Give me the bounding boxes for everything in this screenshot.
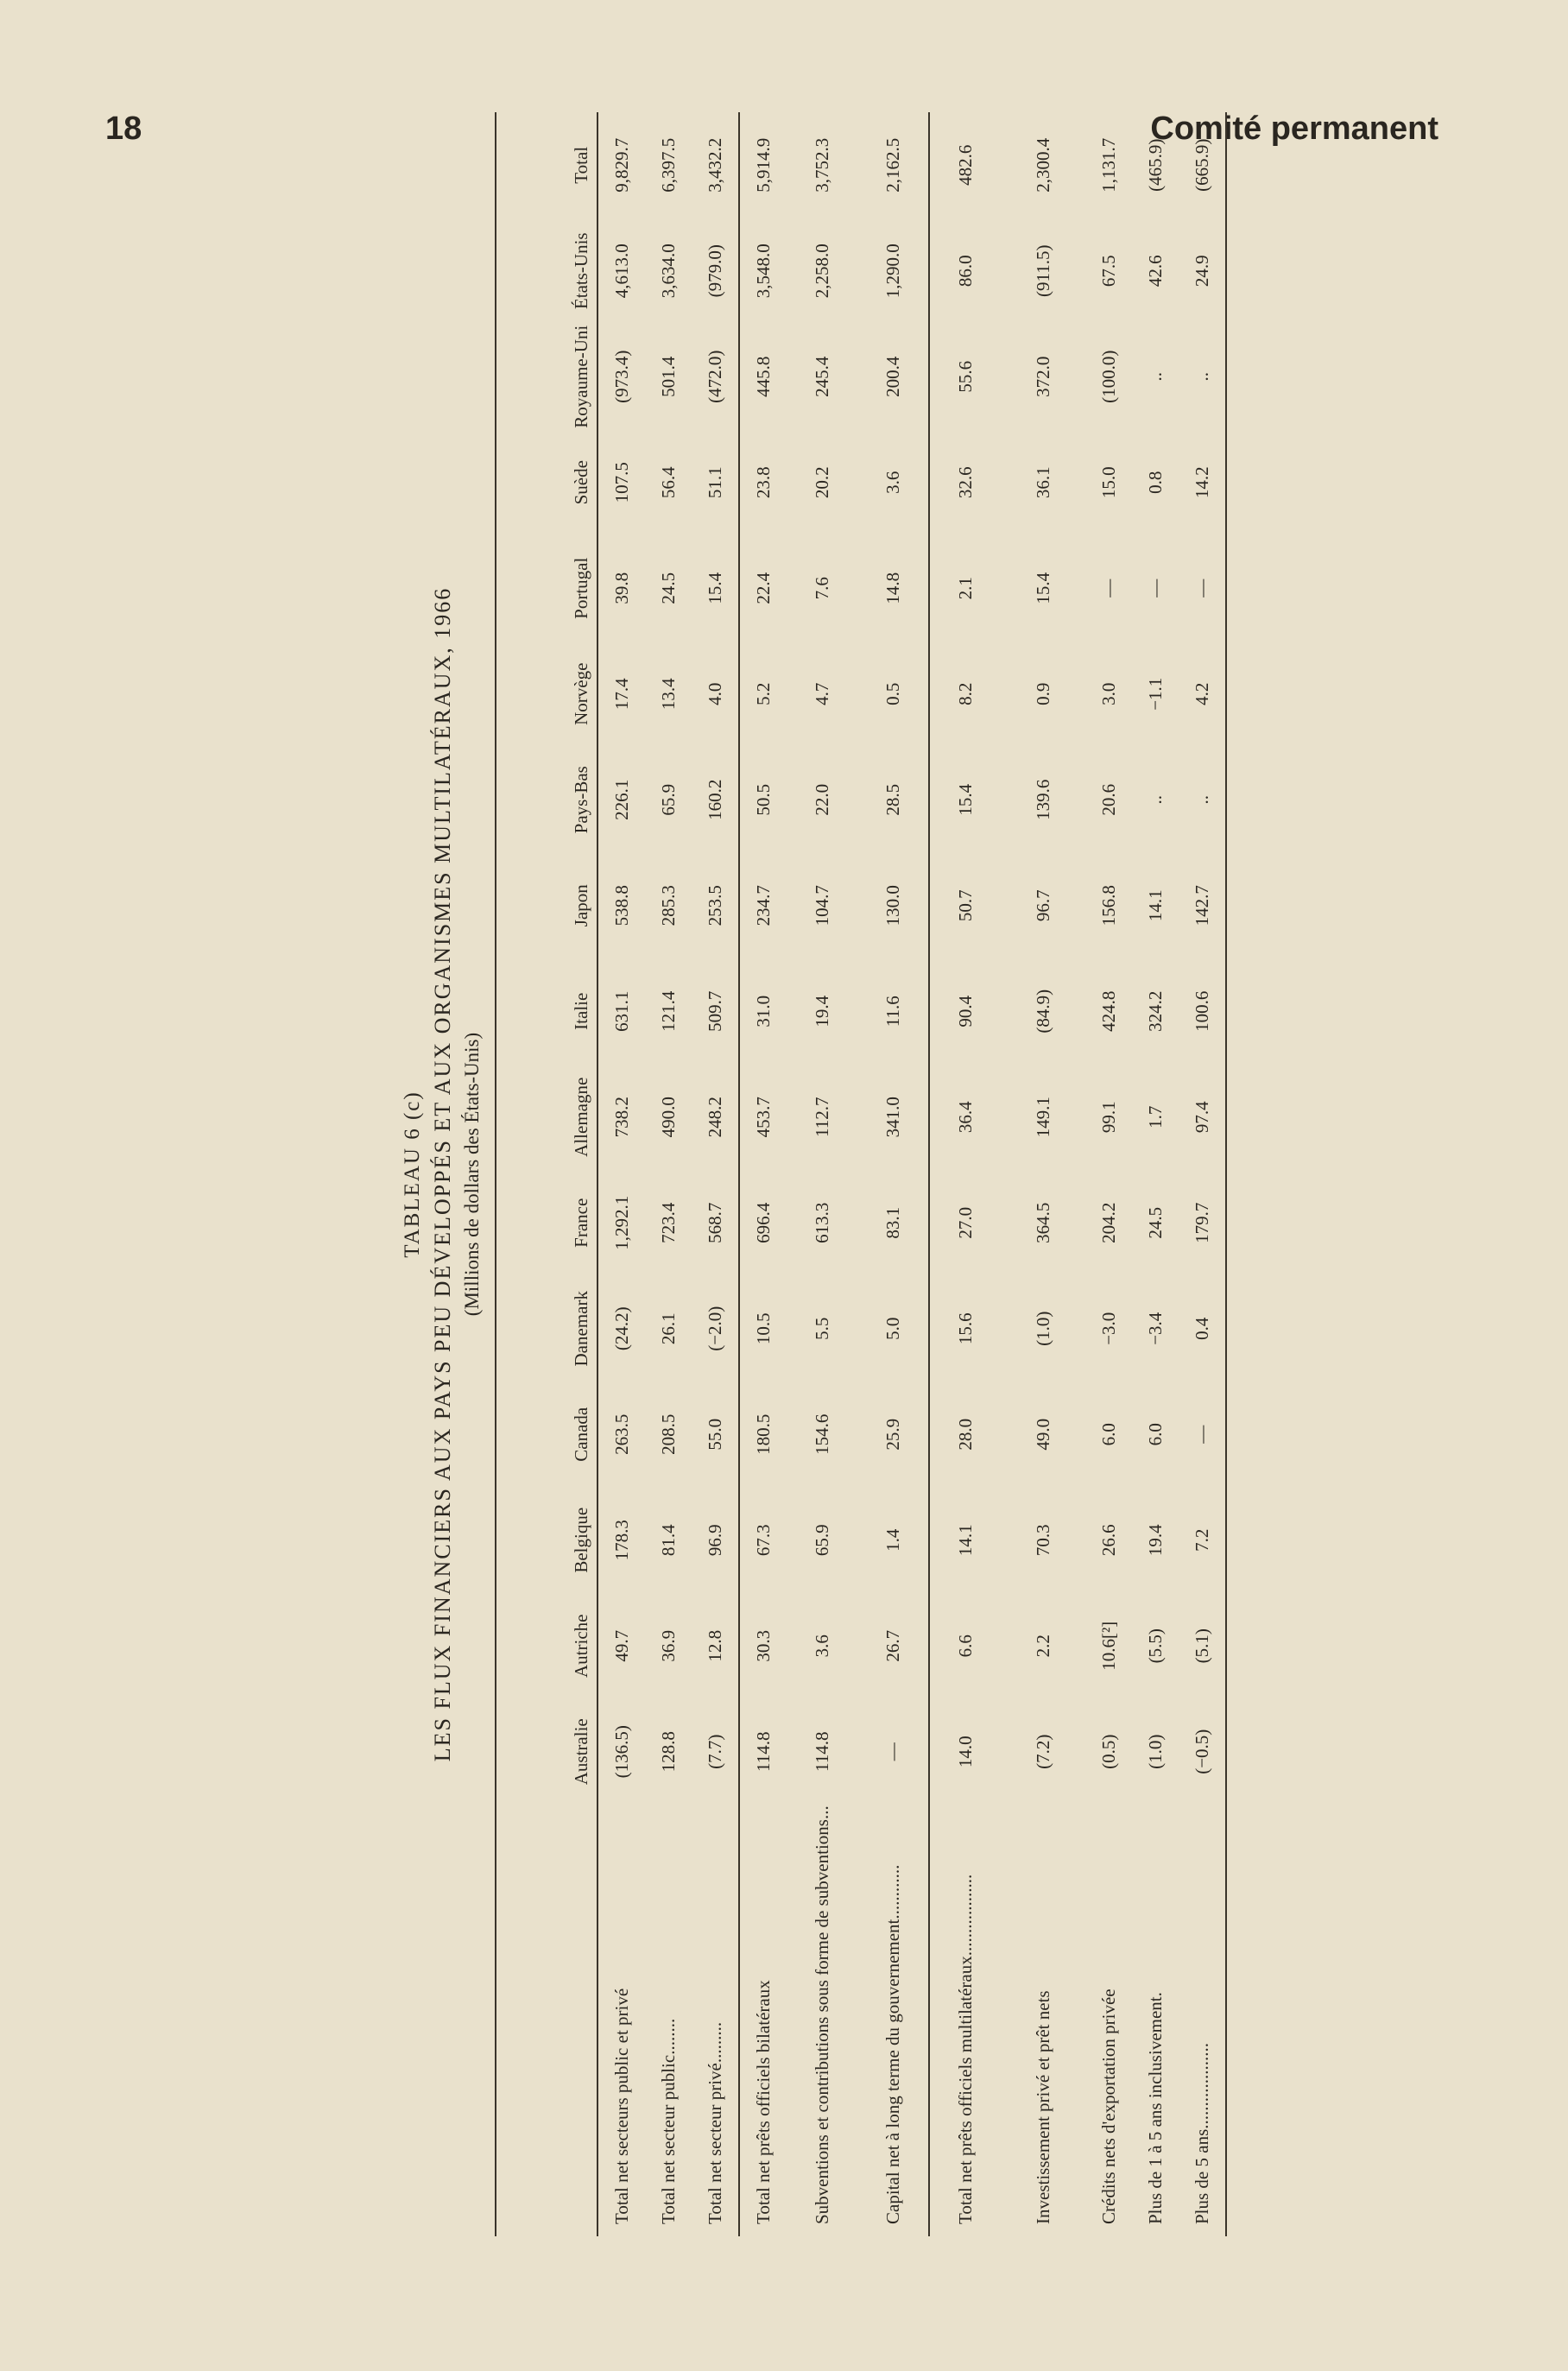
table-cell: 1,292.1 <box>610 1195 632 1250</box>
table-cell: 156.8 <box>1097 885 1119 926</box>
table-cell: 15.4 <box>1032 572 1053 604</box>
table-label: TABLEAU 6 (c) <box>401 1091 424 1258</box>
table-cell: 6,397.5 <box>657 137 679 193</box>
table-cell: 4.0 <box>704 682 725 705</box>
table-cell: 90.4 <box>954 995 976 1027</box>
table-row <box>1085 112 1132 2236</box>
row-label: Total net prêts officiels multilatéraux.................. <box>955 1874 976 2224</box>
table-cell: 245.4 <box>811 356 832 397</box>
table-cell: (7.7) <box>704 1734 725 1769</box>
table-cell: 2,162.5 <box>882 137 903 193</box>
column-header: Canada <box>496 1382 597 1488</box>
table-cell: 15.4 <box>704 572 725 604</box>
row-label: Investissement privé et prêt nets <box>1033 1990 1053 2224</box>
table-cell: 149.1 <box>1032 1097 1053 1138</box>
table-cell: 96.9 <box>704 1524 725 1557</box>
financial-flows-table <box>495 112 1227 2236</box>
table-cell: 27.0 <box>954 1206 976 1239</box>
table-cell: 7.6 <box>811 577 832 600</box>
table-cell: 32.6 <box>954 466 976 499</box>
column-header: États-Unis <box>496 218 597 325</box>
table-cell: 3.0 <box>1097 682 1119 705</box>
table-cell: 154.6 <box>811 1413 832 1455</box>
table-cell: 341.0 <box>882 1097 903 1138</box>
table-cell: 0.4 <box>1179 1276 1226 1382</box>
table-cell: 81.4 <box>657 1524 679 1557</box>
table-cell: 55.6 <box>954 360 976 393</box>
table-cell: 1.7 <box>1144 1105 1166 1129</box>
table-cell: 3,548.0 <box>752 243 774 299</box>
table-cell: 25.9 <box>882 1418 903 1451</box>
table-cell: 139.6 <box>1032 779 1053 820</box>
table-row <box>740 112 787 2236</box>
table-cell: (665.9) <box>1179 112 1226 218</box>
table-row <box>597 112 645 2236</box>
table-cell: (7.2) <box>1032 1734 1053 1769</box>
table-cell: 631.1 <box>610 990 632 1032</box>
table-cell: (472.0) <box>704 350 725 403</box>
table-cell: 142.7 <box>1179 853 1226 959</box>
table-cell: 114.8 <box>811 1731 832 1772</box>
table-cell: 6.6 <box>954 1634 976 1658</box>
table-cell: 17.4 <box>610 678 632 711</box>
table-cell: — <box>1144 579 1166 597</box>
table-cell: 568.7 <box>704 1202 725 1243</box>
table-cell: 128.8 <box>657 1731 679 1773</box>
table-cell: 324.2 <box>1144 990 1166 1032</box>
table-cell: 65.9 <box>811 1524 832 1557</box>
table-cell: 3.6 <box>882 471 903 494</box>
table-cell: 26.7 <box>882 1629 903 1662</box>
table-cell: 67.5 <box>1097 255 1119 288</box>
table-cell: (24.2) <box>610 1306 632 1351</box>
header-label-cell <box>496 1805 597 2236</box>
table-cell: 42.6 <box>1144 255 1166 288</box>
column-header: Allemagne <box>496 1065 597 1171</box>
table-cell: 0.8 <box>1144 471 1166 494</box>
table-cell: 179.7 <box>1179 1170 1226 1276</box>
table-cell: 372.0 <box>1032 356 1053 397</box>
table-cell: (1.0) <box>1144 1734 1166 1769</box>
table-cell: 36.9 <box>657 1629 679 1662</box>
table-cell: (100.0) <box>1097 350 1119 403</box>
table-cell: (−0.5) <box>1179 1699 1226 1805</box>
table-cell: 20.2 <box>811 466 832 499</box>
table-cell: 6.0 <box>1097 1423 1119 1446</box>
table-cell: 1,131.7 <box>1097 137 1119 193</box>
table-cell: 2.1 <box>954 577 976 600</box>
table-cell: (465.9) <box>1144 138 1166 192</box>
table-cell: 7.2 <box>1179 1488 1226 1594</box>
table-cell: 50.5 <box>752 783 774 816</box>
table-cell: −1.1 <box>1144 677 1166 711</box>
table-cell: 23.8 <box>752 466 774 499</box>
table-cell: 9,829.7 <box>610 137 632 193</box>
table-cell: 96.7 <box>1032 889 1053 922</box>
table-cell: 22.0 <box>811 783 832 816</box>
table-cell: 97.4 <box>1179 1065 1226 1171</box>
table-cell: 49.7 <box>610 1629 632 1662</box>
table-cell: 1,290.0 <box>882 243 903 299</box>
table-cell: 10.6[²] <box>1097 1621 1119 1671</box>
table-cell: 445.8 <box>752 356 774 397</box>
table-cell: .. <box>1179 747 1226 853</box>
table-cell: 100.6 <box>1179 958 1226 1065</box>
table-cell: 501.4 <box>657 356 679 397</box>
table-row <box>1179 112 1226 2236</box>
table-body <box>597 112 1226 2236</box>
table-caption <box>398 112 486 2236</box>
table-cell: 56.4 <box>657 466 679 499</box>
table-cell: 50.7 <box>954 889 976 922</box>
table-cell: 248.2 <box>704 1097 725 1138</box>
table-cell: 20.6 <box>1097 783 1119 816</box>
table-cell: 121.4 <box>657 990 679 1032</box>
table-cell: 5,914.9 <box>752 137 774 193</box>
table-cell: 30.3 <box>752 1629 774 1662</box>
table-cell: 3,752.3 <box>811 137 832 193</box>
table-cell: 104.7 <box>811 885 832 926</box>
table-cell: 160.2 <box>704 779 725 820</box>
table-cell: 14.1 <box>1144 889 1166 922</box>
table-cell: (911.5) <box>1032 244 1053 297</box>
column-header: Italie <box>496 958 597 1065</box>
table-row <box>787 112 857 2236</box>
table-cell: 285.3 <box>657 885 679 926</box>
table-cell: 15.6 <box>954 1312 976 1345</box>
table-cell: 3,432.2 <box>704 137 725 193</box>
table-cell: 509.7 <box>704 990 725 1032</box>
table-cell: 723.4 <box>657 1202 679 1243</box>
table-cell: 424.8 <box>1097 990 1119 1032</box>
table-cell: 5.0 <box>882 1317 903 1340</box>
table-cell: 130.0 <box>882 885 903 926</box>
table-cell: — <box>1179 535 1226 642</box>
column-header: Suède <box>496 430 597 536</box>
table-cell: 11.6 <box>882 996 903 1027</box>
table-cell: 0.9 <box>1032 682 1053 705</box>
column-header: Autriche <box>496 1593 597 1699</box>
row-label: Total net prêts officiels bilatéraux <box>753 1980 774 2224</box>
table-cell: 55.0 <box>704 1418 725 1451</box>
table-cell: 14.8 <box>882 572 903 604</box>
page-number: 18 <box>105 111 142 147</box>
column-header: Pays-Bas <box>496 747 597 853</box>
table-cell: 2,258.0 <box>811 243 832 299</box>
table-cell: 10.5 <box>752 1312 774 1345</box>
row-label: Plus de 1 à 5 ans inclusivement. <box>1145 1992 1166 2224</box>
table-cell: 3,634.0 <box>657 243 679 299</box>
table-cell: 86.0 <box>954 255 976 288</box>
table-cell: 51.1 <box>704 466 725 499</box>
table-cell: 263.5 <box>610 1413 632 1455</box>
table-cell: 36.4 <box>954 1101 976 1134</box>
table-cell: 4,613.0 <box>610 243 632 299</box>
table-cell: 114.8 <box>752 1731 774 1772</box>
table-cell: 0.5 <box>882 682 903 705</box>
table-cell: −3.0 <box>1097 1312 1119 1345</box>
row-label: Total net secteur public........ <box>658 2018 679 2224</box>
row-spacer <box>1001 112 1020 2236</box>
table-cell: (1.0) <box>1032 1311 1053 1346</box>
row-spacer <box>1066 112 1085 2236</box>
table-cell: (5.5) <box>1144 1628 1166 1664</box>
table-cell: 204.2 <box>1097 1202 1119 1243</box>
table-cell: 12.8 <box>704 1629 725 1662</box>
table-cell: 696.4 <box>752 1202 774 1243</box>
table-cell: 8.2 <box>954 682 976 705</box>
table-cell: 107.5 <box>610 462 632 503</box>
table-cell: 112.7 <box>811 1097 832 1137</box>
table-cell: 67.3 <box>752 1524 774 1557</box>
table-cell: .. <box>1144 372 1166 382</box>
table-cell: 15.4 <box>954 783 976 816</box>
column-header: Portugal <box>496 535 597 642</box>
table-cell: 83.1 <box>882 1206 903 1239</box>
column-header: Japon <box>496 853 597 959</box>
table-row <box>692 112 739 2236</box>
rotated-table-block <box>398 112 1331 2236</box>
table-cell: 6.0 <box>1144 1423 1166 1446</box>
table-cell: 613.3 <box>811 1202 832 1243</box>
table-cell: 178.3 <box>610 1520 632 1561</box>
row-label: Capital net à long terme du gouvernement............ <box>882 1864 903 2224</box>
table-cell: 226.1 <box>610 779 632 820</box>
column-header: Danemark <box>496 1276 597 1382</box>
table-cell: 99.1 <box>1097 1101 1119 1134</box>
table-cell: −3.4 <box>1144 1312 1166 1345</box>
table-cell: — <box>1179 1382 1226 1488</box>
table-row <box>1132 112 1179 2236</box>
column-header: Norvège <box>496 642 597 748</box>
table-cell: 3.6 <box>811 1634 832 1658</box>
table-cell: 490.0 <box>657 1097 679 1138</box>
table-title: LES FLUX FINANCIERS AUX PAYS PEU DÉVELOPPÉS ET AUX ORGANISMES MULTILATÉRAUX, 1966 <box>430 586 455 1762</box>
table-cell: 4.2 <box>1179 642 1226 748</box>
table-cell: 253.5 <box>704 885 725 926</box>
table-cell: (5.1) <box>1179 1593 1226 1699</box>
table-cell: 208.5 <box>657 1413 679 1455</box>
table-cell: .. <box>1179 324 1226 430</box>
table-cell: 234.7 <box>752 885 774 926</box>
row-label: Crédits nets d'exportation privée <box>1098 1988 1119 2224</box>
table-cell: 28.5 <box>882 783 903 816</box>
table-cell: 5.2 <box>752 682 774 705</box>
table-cell: 70.3 <box>1032 1524 1053 1557</box>
table-cell: 26.6 <box>1097 1524 1119 1557</box>
table-row <box>930 112 1001 2236</box>
table-units: (Millions de dollars des États-Unis) <box>461 1032 483 1317</box>
column-header: France <box>496 1170 597 1276</box>
table-cell: (136.5) <box>610 1725 632 1779</box>
table-row <box>857 112 929 2236</box>
table-cell: 49.0 <box>1032 1418 1053 1451</box>
column-header: Royaume-Uni <box>496 324 597 430</box>
table-cell: 26.1 <box>657 1312 679 1345</box>
table-cell: 24.9 <box>1179 218 1226 325</box>
row-label: Plus de 5 ans................... <box>1179 1805 1226 2236</box>
table-cell: 482.6 <box>954 144 976 186</box>
column-header: Total <box>496 112 597 218</box>
table-cell: 180.5 <box>752 1413 774 1455</box>
table-cell: 22.4 <box>752 572 774 604</box>
table-cell: 2,300.4 <box>1032 137 1053 193</box>
table-cell: (979.0) <box>704 244 725 298</box>
table-cell: — <box>882 1742 903 1761</box>
table-cell: 65.9 <box>657 783 679 816</box>
table-header-row <box>496 112 597 2236</box>
row-label: Total net secteur privé......... <box>705 2021 725 2224</box>
table-cell: 2.2 <box>1032 1634 1053 1658</box>
running-head: Comité permanent <box>1150 111 1438 147</box>
table-cell: 4.7 <box>811 682 832 705</box>
table-cell: 14.2 <box>1179 430 1226 536</box>
table-row <box>645 112 692 2236</box>
table-cell: 19.4 <box>811 995 832 1027</box>
column-header: Belgique <box>496 1488 597 1594</box>
column-header: Australie <box>496 1699 597 1805</box>
table-cell: 738.2 <box>610 1097 632 1138</box>
row-label: Total net secteurs public et privé <box>611 1988 632 2224</box>
table-cell: (0.5) <box>1097 1734 1119 1769</box>
table-cell: 453.7 <box>752 1097 774 1138</box>
row-label: Subventions et contributions sous forme de subventions... <box>812 1805 832 2224</box>
table-cell: — <box>1097 579 1119 597</box>
table-cell: 36.1 <box>1032 466 1053 499</box>
table-cell: 24.5 <box>1144 1206 1166 1239</box>
table-cell: 19.4 <box>1144 1524 1166 1557</box>
table-cell: 13.4 <box>657 678 679 711</box>
table-cell: 28.0 <box>954 1418 976 1451</box>
table-cell: 14.1 <box>954 1524 976 1557</box>
table-cell: 200.4 <box>882 356 903 397</box>
table-cell: (84.9) <box>1032 989 1053 1034</box>
table-cell: .. <box>1144 795 1166 805</box>
table-cell: 39.8 <box>610 572 632 604</box>
table-cell: 24.5 <box>657 572 679 604</box>
table-cell: 15.0 <box>1097 466 1119 499</box>
table-cell: 14.0 <box>954 1736 976 1768</box>
table-cell: 5.5 <box>811 1317 832 1340</box>
table-cell: 1.4 <box>882 1528 903 1552</box>
table-cell: (−2.0) <box>704 1306 725 1351</box>
table-row <box>1020 112 1066 2236</box>
table-cell: 364.5 <box>1032 1202 1053 1243</box>
table-cell: 538.8 <box>610 885 632 926</box>
table-cell: (973.4) <box>610 350 632 403</box>
table-cell: 31.0 <box>752 995 774 1027</box>
